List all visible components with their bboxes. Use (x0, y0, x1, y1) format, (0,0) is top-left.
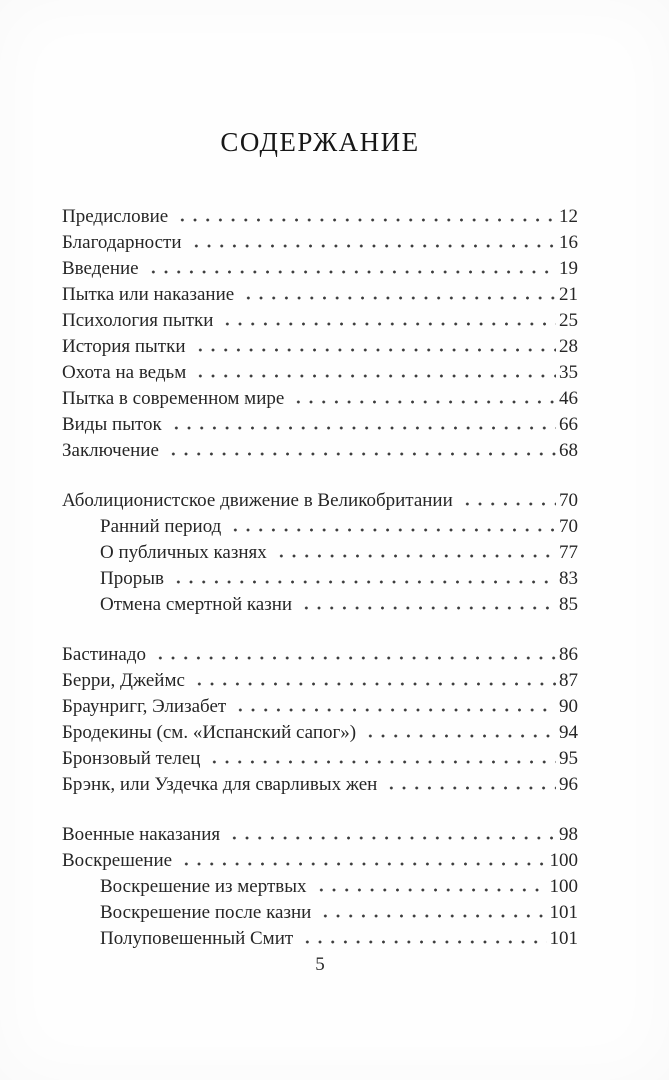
toc-entry-page: 70 (559, 490, 578, 511)
dot-leader (229, 527, 556, 532)
toc-entry (62, 746, 578, 772)
dot-leader (176, 217, 556, 222)
toc-entry (62, 720, 578, 746)
toc-entry (62, 256, 578, 282)
toc-entry-page: 28 (559, 336, 578, 357)
toc-entry-label: Предисловие (62, 206, 169, 227)
toc-entry-label: Аболиционистское движение в Великобритании (62, 490, 453, 511)
toc-entry-page: 95 (559, 748, 578, 769)
dot-leader (190, 243, 557, 248)
toc-entry-page: 85 (559, 594, 578, 615)
toc-entry-label: Полуповешенный Смит (100, 928, 294, 949)
toc-entry-page: 19 (559, 258, 578, 279)
toc-entry-label: Воскрешение (62, 850, 173, 871)
toc-entry-label: Ранний период (100, 516, 222, 537)
toc-entry-page: 86 (559, 644, 578, 665)
toc-entry-page: 68 (559, 440, 578, 461)
toc-entry-label: Пытка в современном мире (62, 388, 285, 409)
dot-leader (194, 347, 557, 352)
dot-leader (364, 733, 556, 738)
toc-group (62, 204, 578, 464)
toc-entry (62, 308, 578, 334)
toc-entry (62, 642, 578, 668)
toc-entry (62, 412, 578, 438)
toc-entry-label: Виды пыток (62, 414, 162, 435)
toc-entry-page: 90 (559, 696, 578, 717)
toc-entry-page: 12 (559, 206, 578, 227)
toc-entry-label: Брэнк, или Уздечка для сварливых жен (62, 774, 378, 795)
dot-leader (385, 785, 556, 790)
toc-title: СОДЕРЖАНИЕ (220, 127, 420, 157)
toc-entry (62, 282, 578, 308)
toc-entry (62, 822, 578, 848)
toc-entry (62, 668, 578, 694)
toc-entry-label: История пытки (62, 336, 186, 357)
toc-entry-page: 94 (559, 722, 578, 743)
toc-entry (62, 230, 578, 256)
toc-entry (62, 926, 578, 952)
toc-group (62, 822, 578, 952)
toc-entry-label: Военные наказания (62, 824, 221, 845)
toc-group (62, 642, 578, 798)
toc-entry-page: 70 (559, 516, 578, 537)
dot-leader (180, 861, 546, 866)
toc-entry (62, 438, 578, 464)
dot-leader (208, 759, 556, 764)
toc-entry-page: 35 (559, 362, 578, 383)
toc-entry (62, 204, 578, 230)
dot-leader (300, 605, 556, 610)
toc-entry-label: Берри, Джеймс (62, 670, 185, 691)
toc-entry-page: 100 (549, 876, 578, 897)
toc-entry (62, 360, 578, 386)
toc-entry-label: Браунригг, Элизабет (62, 696, 227, 717)
dot-leader (170, 425, 556, 430)
toc-entry-label: Бастинадо (62, 644, 147, 665)
toc-entry (62, 874, 578, 900)
toc-entry-label: Воскрешение из мертвых (100, 876, 307, 897)
toc-entry-page: 101 (549, 928, 578, 949)
toc-entry (62, 386, 578, 412)
toc-entry (62, 592, 578, 618)
toc-entry (62, 334, 578, 360)
toc-entry-label: Введение (62, 258, 139, 279)
dot-leader (172, 579, 556, 584)
dot-leader (275, 553, 556, 558)
toc-entry-page: 83 (559, 568, 578, 589)
toc-entry-page: 101 (549, 902, 578, 923)
dot-leader (221, 321, 556, 326)
toc-entry-label: Охота на ведьм (62, 362, 187, 383)
dot-leader (228, 835, 556, 840)
toc-entry-label: Заключение (62, 440, 159, 461)
toc-entry (62, 694, 578, 720)
toc-entry-label: Психология пытки (62, 310, 214, 331)
toc-entry-page: 98 (559, 824, 578, 845)
toc-entry-label: Отмена смертной казни (100, 594, 293, 615)
dot-leader (234, 707, 556, 712)
page-number: 5 (315, 954, 325, 975)
dot-leader (301, 939, 546, 944)
dot-leader (154, 655, 556, 660)
dot-leader (242, 295, 556, 300)
toc-entry (62, 514, 578, 540)
toc-entry-label: Прорыв (100, 568, 164, 589)
toc-entry-page: 66 (559, 414, 578, 435)
dot-leader (194, 373, 556, 378)
toc-entry-label: О публичных казнях (100, 542, 267, 563)
toc-entry-label: Пытка или наказание (62, 284, 235, 305)
toc-group (62, 488, 578, 618)
dot-leader (147, 269, 556, 274)
toc-entry-page: 100 (549, 850, 578, 871)
dot-leader (193, 681, 556, 686)
toc-entry-page: 96 (559, 774, 578, 795)
toc-entry (62, 900, 578, 926)
dot-leader (315, 887, 547, 892)
toc-list (62, 204, 578, 952)
dot-leader (292, 399, 556, 404)
toc-entry-page: 25 (559, 310, 578, 331)
toc-entry (62, 488, 578, 514)
toc-entry-page: 77 (559, 542, 578, 563)
toc-entry-page: 46 (559, 388, 578, 409)
toc-entry-label: Бронзовый телец (62, 748, 201, 769)
toc-entry-page: 21 (559, 284, 578, 305)
toc-entry (62, 566, 578, 592)
dot-leader (319, 913, 546, 918)
toc-entry (62, 772, 578, 798)
dot-leader (461, 501, 556, 506)
toc-entry-page: 87 (559, 670, 578, 691)
toc-entry (62, 848, 578, 874)
toc-entry-label: Бродекины (см. «Испанский сапог») (62, 722, 357, 743)
toc-entry-page: 16 (559, 232, 578, 253)
toc-entry (62, 540, 578, 566)
dot-leader (167, 451, 556, 456)
toc-entry-label: Благодарности (62, 232, 182, 253)
toc-entry-label: Воскрешение после казни (100, 902, 312, 923)
